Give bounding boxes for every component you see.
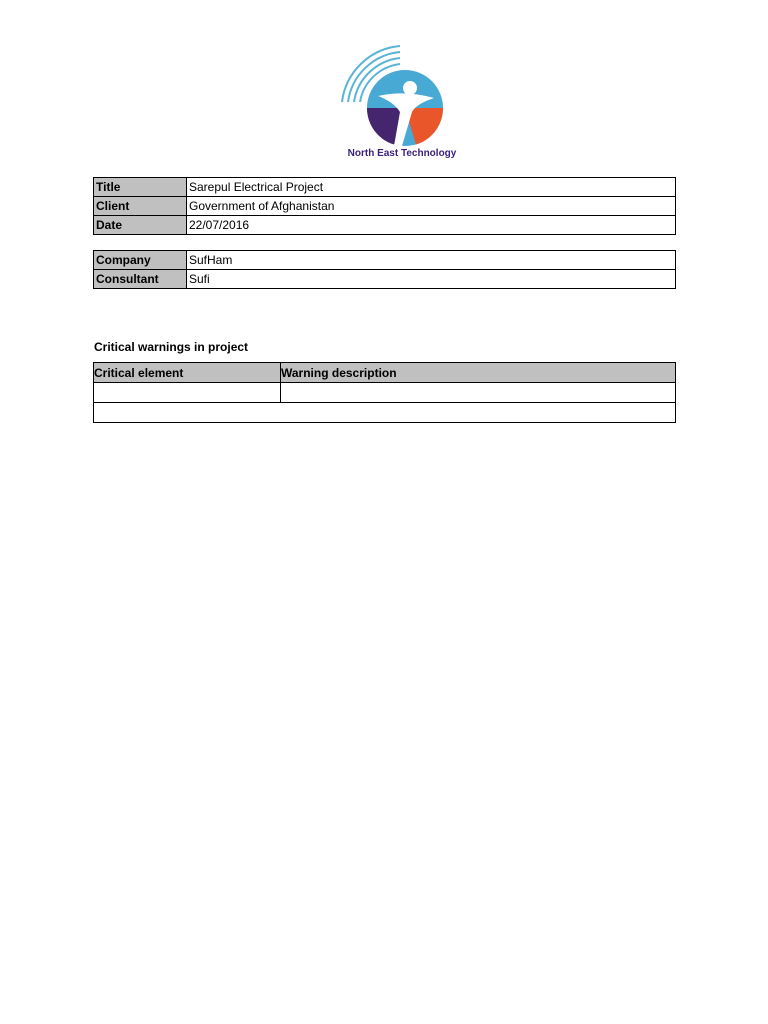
- warnings-table: [93, 362, 676, 423]
- table-footer-row: [94, 403, 676, 423]
- company-logo: [330, 42, 474, 164]
- client-label: Client: [94, 197, 187, 216]
- table-row: [94, 197, 676, 216]
- consultant-label: Consultant: [94, 270, 187, 289]
- consultant-value: Sufi: [187, 270, 676, 289]
- title-label: Title: [94, 178, 187, 197]
- date-value: 22/07/2016: [187, 216, 676, 235]
- warnings-section-title: Critical warnings in project: [94, 340, 249, 354]
- client-value: Government of Afghanistan: [187, 197, 676, 216]
- warning-description-cell: [281, 383, 676, 403]
- table-row: [94, 251, 676, 270]
- table-footer-cell: [94, 403, 676, 423]
- company-value: SufHam: [187, 251, 676, 270]
- column-header-critical-element: Critical element: [94, 363, 281, 383]
- column-header-warning-description: Warning description: [281, 363, 676, 383]
- table-row: [94, 270, 676, 289]
- logo-figure-head: [403, 81, 417, 95]
- title-value: Sarepul Electrical Project: [187, 178, 676, 197]
- table-row: [94, 383, 676, 403]
- company-label: Company: [94, 251, 187, 270]
- logo-text: North East Technology: [347, 148, 457, 159]
- company-info-table: [93, 250, 676, 289]
- critical-element-cell: [94, 383, 281, 403]
- table-row: [94, 178, 676, 197]
- table-header-row: [94, 363, 676, 383]
- project-info-table: [93, 177, 676, 235]
- logo-graphic: [330, 42, 474, 148]
- date-label: Date: [94, 216, 187, 235]
- table-row: [94, 216, 676, 235]
